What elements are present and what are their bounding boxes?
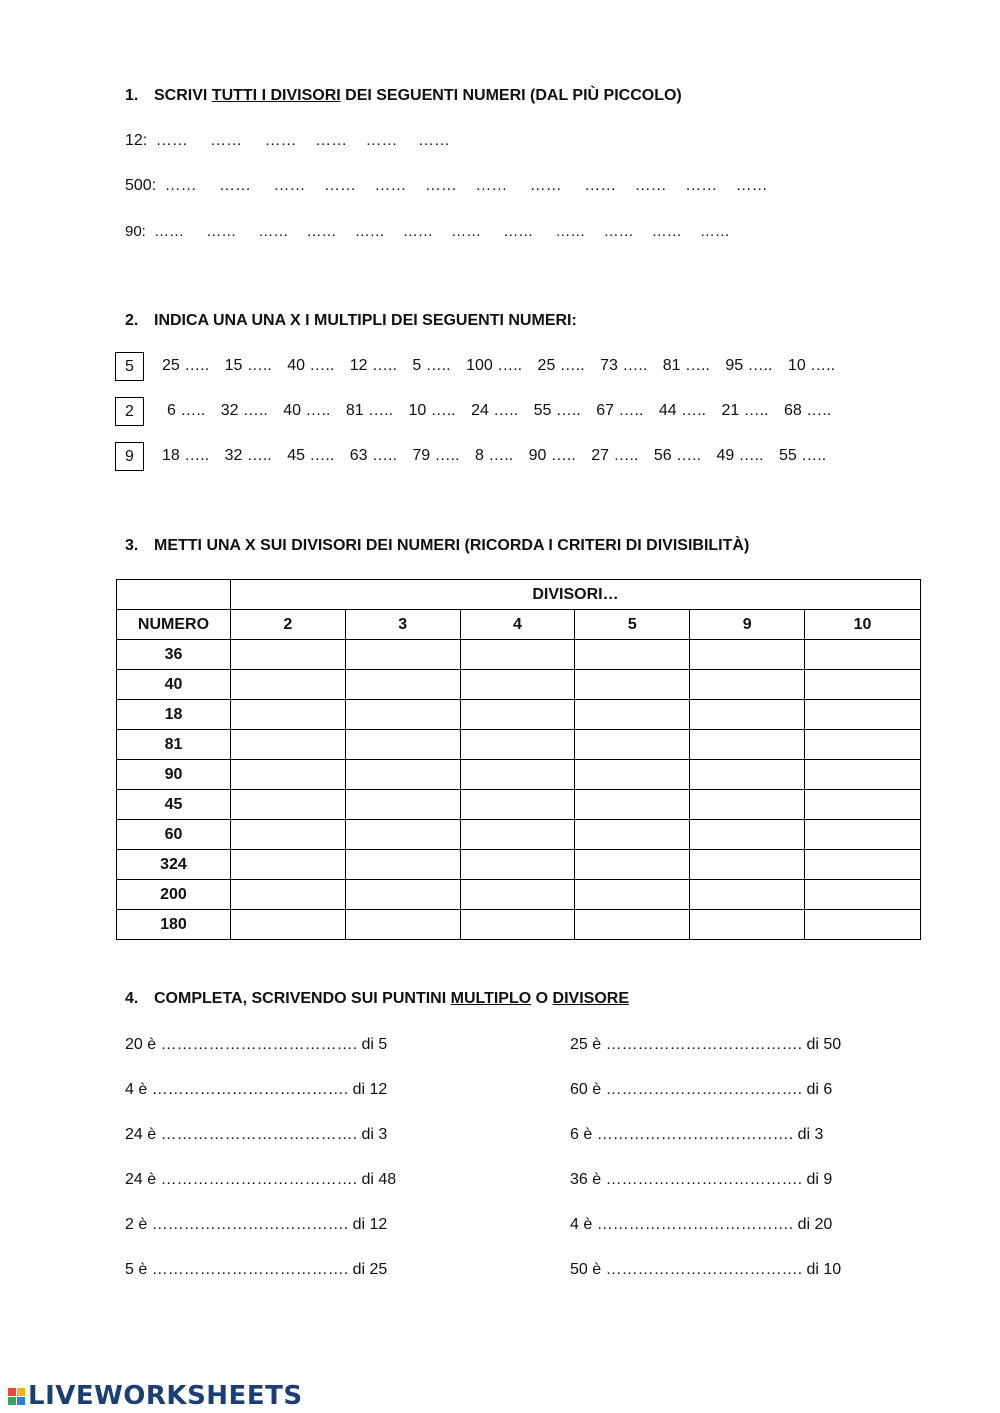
answer-cell[interactable] bbox=[805, 790, 921, 820]
complete-item[interactable]: 24 è ………………………………. di 3 bbox=[125, 1126, 388, 1143]
table-row bbox=[117, 790, 921, 820]
multiple-box-9: 9 bbox=[115, 442, 144, 471]
multiple-item[interactable]: 81 ….. bbox=[662, 357, 710, 374]
answer-cell[interactable] bbox=[575, 880, 690, 910]
blank[interactable]: …… bbox=[555, 223, 586, 240]
blank[interactable]: …… bbox=[219, 177, 252, 194]
answer-cell[interactable] bbox=[345, 760, 460, 790]
answer-cell[interactable] bbox=[690, 850, 805, 880]
blank[interactable]: …… bbox=[306, 223, 337, 240]
answer-cell[interactable] bbox=[345, 700, 460, 730]
answer-cell[interactable] bbox=[460, 640, 575, 670]
answer-cell[interactable] bbox=[805, 700, 921, 730]
complete-item[interactable]: 50 è ………………………………. di 10 bbox=[570, 1261, 842, 1278]
divisor-header: 9 bbox=[690, 610, 805, 640]
multiples-row-9 bbox=[162, 447, 826, 465]
multiple-item[interactable]: 73 ….. bbox=[600, 357, 648, 374]
complete-item[interactable]: 4 è ………………………………. di 20 bbox=[570, 1216, 833, 1233]
answer-cell[interactable] bbox=[805, 910, 921, 940]
row-label: 12: bbox=[125, 132, 148, 149]
section-1-number: 1. bbox=[125, 87, 139, 104]
divisori-header: DIVISORI… bbox=[230, 580, 920, 610]
multiple-item[interactable]: 40 ….. bbox=[283, 402, 331, 419]
answer-cell[interactable] bbox=[805, 730, 921, 760]
table-corner-cell bbox=[117, 580, 231, 610]
answer-cell[interactable] bbox=[230, 730, 345, 760]
answer-cell[interactable] bbox=[575, 700, 690, 730]
answer-cell[interactable] bbox=[230, 910, 345, 940]
complete-item[interactable]: 60 è ………………………………. di 6 bbox=[570, 1081, 833, 1098]
section-4-title-mid: O bbox=[531, 990, 553, 1007]
answer-cell[interactable] bbox=[230, 700, 345, 730]
table-subheader-row bbox=[117, 610, 921, 640]
table-row bbox=[117, 760, 921, 790]
multiple-item[interactable]: 6 ….. bbox=[167, 402, 206, 419]
row-label: 500: bbox=[125, 177, 157, 194]
answer-cell[interactable] bbox=[345, 850, 460, 880]
multiple-item[interactable]: 81 ….. bbox=[345, 402, 394, 419]
blank[interactable]: …… bbox=[603, 223, 634, 240]
multiple-item[interactable]: 10 ….. bbox=[787, 357, 836, 374]
multiple-item[interactable]: 10 ….. bbox=[408, 402, 456, 419]
section-4-heading bbox=[125, 990, 629, 1008]
section-4-title-multiplo: MULTIPLO bbox=[450, 990, 532, 1007]
multiple-item[interactable]: 21 ….. bbox=[721, 402, 769, 419]
block bbox=[17, 1397, 25, 1405]
multiple-item[interactable]: 32 ….. bbox=[224, 447, 272, 464]
multiple-item[interactable]: 40 ….. bbox=[287, 357, 335, 374]
blank[interactable]: …… bbox=[735, 177, 768, 194]
multiple-item[interactable]: 79 ….. bbox=[412, 447, 460, 464]
answer-cell[interactable] bbox=[690, 880, 805, 910]
blocks-icon bbox=[8, 1388, 25, 1405]
section-1-title-pre: SCRIVI bbox=[154, 87, 212, 104]
table-row bbox=[117, 670, 921, 700]
answer-cell[interactable] bbox=[230, 640, 345, 670]
complete-item[interactable]: 2 è ………………………………. di 12 bbox=[125, 1216, 388, 1233]
section-3-title: METTI UNA X SUI DIVISORI DEI NUMERI (RICORDA I CRITERI DI DIVISIBILITÀ) bbox=[154, 537, 750, 554]
block bbox=[8, 1388, 16, 1396]
answer-cell[interactable] bbox=[345, 790, 460, 820]
complete-item[interactable]: 25 è ………………………………. di 50 bbox=[570, 1036, 842, 1053]
table-row bbox=[117, 850, 921, 880]
multiple-item[interactable]: 55 ….. bbox=[533, 402, 581, 419]
block bbox=[17, 1388, 25, 1396]
table-row bbox=[117, 910, 921, 940]
section-2-heading bbox=[125, 312, 577, 330]
blank[interactable]: …… bbox=[685, 177, 718, 194]
divisor-header: 5 bbox=[575, 610, 690, 640]
divisors-row-500 bbox=[125, 177, 768, 195]
answer-cell[interactable] bbox=[805, 760, 921, 790]
complete-item[interactable]: 6 è ………………………………. di 3 bbox=[570, 1126, 824, 1143]
answer-cell[interactable] bbox=[460, 790, 575, 820]
logo-text: LIVEWORKSHEETS bbox=[28, 1381, 303, 1411]
multiple-item[interactable]: 68 ….. bbox=[784, 402, 832, 419]
answer-cell[interactable] bbox=[805, 640, 921, 670]
answer-cell[interactable] bbox=[230, 670, 345, 700]
answer-cell[interactable] bbox=[345, 640, 460, 670]
multiples-row-2 bbox=[167, 402, 831, 420]
table-row bbox=[117, 700, 921, 730]
blank[interactable]: …… bbox=[273, 177, 306, 194]
number-cell: 81 bbox=[117, 730, 231, 760]
answer-cell[interactable] bbox=[805, 880, 921, 910]
answer-cell[interactable] bbox=[575, 910, 690, 940]
section-2-number: 2. bbox=[125, 312, 139, 329]
complete-item[interactable]: 4 è ………………………………. di 12 bbox=[125, 1081, 388, 1098]
multiple-item[interactable]: 24 ….. bbox=[471, 402, 519, 419]
section-4-title-pre: COMPLETA, SCRIVENDO SUI PUNTINI bbox=[154, 990, 451, 1007]
answer-cell[interactable] bbox=[690, 640, 805, 670]
multiple-item[interactable]: 32 ….. bbox=[220, 402, 268, 419]
number-cell: 36 bbox=[117, 640, 231, 670]
table-row bbox=[117, 880, 921, 910]
answer-cell[interactable] bbox=[230, 850, 345, 880]
table-row bbox=[117, 820, 921, 850]
blank[interactable]: …… bbox=[206, 223, 237, 240]
number-cell: 200 bbox=[117, 880, 231, 910]
answer-cell[interactable] bbox=[575, 850, 690, 880]
liveworksheets-logo[interactable] bbox=[8, 1380, 303, 1412]
section-4-number: 4. bbox=[125, 990, 139, 1007]
blank[interactable]: …… bbox=[323, 177, 356, 194]
multiple-item[interactable]: 5 ….. bbox=[412, 357, 451, 374]
answer-cell[interactable] bbox=[230, 820, 345, 850]
answer-cell[interactable] bbox=[460, 730, 575, 760]
answer-cell[interactable] bbox=[805, 850, 921, 880]
section-1-heading bbox=[125, 87, 682, 105]
answer-cell[interactable] bbox=[575, 670, 690, 700]
multiple-item[interactable]: 25 ….. bbox=[537, 357, 585, 374]
section-2-title: INDICA UNA UNA X I MULTIPLI DEI SEGUENTI NUMERI: bbox=[154, 312, 577, 329]
answer-cell[interactable] bbox=[690, 910, 805, 940]
blank[interactable]: …… bbox=[634, 177, 667, 194]
answer-cell[interactable] bbox=[230, 880, 345, 910]
answer-cell[interactable] bbox=[460, 880, 575, 910]
multiple-item[interactable]: 63 ….. bbox=[349, 447, 397, 464]
number-cell: 90 bbox=[117, 760, 231, 790]
section-3-heading bbox=[125, 537, 749, 555]
table-header-row bbox=[117, 580, 921, 610]
answer-cell[interactable] bbox=[345, 670, 460, 700]
multiples-row-5 bbox=[162, 357, 835, 375]
section-1-title-underlined: TUTTI I DIVISORI bbox=[211, 87, 341, 104]
complete-item[interactable]: 5 è ………………………………. di 25 bbox=[125, 1261, 388, 1278]
complete-item[interactable]: 20 è ………………………………. di 5 bbox=[125, 1036, 388, 1053]
multiple-item[interactable]: 67 ….. bbox=[596, 402, 644, 419]
answer-cell[interactable] bbox=[460, 760, 575, 790]
multiple-item[interactable]: 45 ….. bbox=[287, 447, 335, 464]
blank[interactable]: …… bbox=[258, 223, 289, 240]
multiple-item[interactable]: 15 ….. bbox=[224, 357, 272, 374]
numero-header: NUMERO bbox=[117, 610, 231, 640]
blank[interactable]: …… bbox=[417, 132, 450, 149]
row-label: 90: bbox=[125, 223, 146, 240]
divisor-header: 4 bbox=[460, 610, 575, 640]
blank[interactable]: …… bbox=[164, 177, 197, 194]
multiple-item[interactable]: 8 ….. bbox=[474, 447, 514, 464]
divisor-header: 3 bbox=[345, 610, 460, 640]
blank[interactable]: …… bbox=[651, 223, 682, 240]
block bbox=[8, 1397, 16, 1405]
divisors-row-12 bbox=[125, 132, 450, 150]
answer-cell[interactable] bbox=[690, 760, 805, 790]
answer-cell[interactable] bbox=[460, 850, 575, 880]
answer-cell[interactable] bbox=[805, 820, 921, 850]
divisors-table bbox=[116, 579, 921, 940]
multiple-item[interactable]: 44 ….. bbox=[658, 402, 706, 419]
table-row bbox=[117, 640, 921, 670]
complete-item[interactable]: 24 è ………………………………. di 48 bbox=[125, 1171, 397, 1188]
blank[interactable]: …… bbox=[699, 223, 730, 240]
section-3-number: 3. bbox=[125, 537, 139, 554]
answer-cell[interactable] bbox=[575, 820, 690, 850]
answer-cell[interactable] bbox=[690, 790, 805, 820]
answer-cell[interactable] bbox=[460, 700, 575, 730]
blank[interactable]: …… bbox=[402, 223, 433, 240]
answer-cell[interactable] bbox=[690, 730, 805, 760]
number-cell: 60 bbox=[117, 820, 231, 850]
divisors-row-90 bbox=[125, 223, 730, 240]
blank[interactable]: …… bbox=[529, 177, 562, 194]
answer-cell[interactable] bbox=[460, 820, 575, 850]
answer-cell[interactable] bbox=[690, 820, 805, 850]
blank[interactable]: …… bbox=[424, 177, 457, 194]
answer-cell[interactable] bbox=[230, 790, 345, 820]
answer-cell[interactable] bbox=[345, 880, 460, 910]
blank[interactable]: …… bbox=[374, 177, 407, 194]
blank[interactable]: …… bbox=[503, 223, 534, 240]
multiple-item[interactable]: 12 ….. bbox=[349, 357, 397, 374]
blank[interactable]: …… bbox=[315, 132, 348, 149]
blank[interactable]: …… bbox=[210, 132, 243, 149]
section-1-title-post: DEI SEGUENTI NUMERI (DAL PIÙ PICCOLO) bbox=[340, 87, 682, 104]
number-cell: 45 bbox=[117, 790, 231, 820]
answer-cell[interactable] bbox=[690, 670, 805, 700]
blank[interactable]: …… bbox=[584, 177, 617, 194]
blank[interactable]: …… bbox=[155, 132, 188, 149]
answer-cell[interactable] bbox=[805, 670, 921, 700]
multiple-item[interactable]: 90 ….. bbox=[528, 447, 576, 464]
complete-item[interactable]: 36 è ………………………………. di 9 bbox=[570, 1171, 833, 1188]
answer-cell[interactable] bbox=[575, 640, 690, 670]
number-cell: 40 bbox=[117, 670, 231, 700]
blank[interactable]: …… bbox=[354, 223, 385, 240]
multiple-item[interactable]: 56 ….. bbox=[653, 447, 701, 464]
multiple-item[interactable]: 25 ….. bbox=[162, 357, 210, 374]
multiple-box-5: 5 bbox=[115, 352, 144, 381]
divisor-header: 2 bbox=[230, 610, 345, 640]
answer-cell[interactable] bbox=[690, 700, 805, 730]
blank[interactable]: …… bbox=[365, 132, 398, 149]
answer-cell[interactable] bbox=[575, 760, 690, 790]
answer-cell[interactable] bbox=[345, 820, 460, 850]
answer-cell[interactable] bbox=[230, 760, 345, 790]
multiple-item[interactable]: 55 ….. bbox=[779, 447, 827, 464]
blank[interactable]: …… bbox=[451, 223, 482, 240]
multiple-item[interactable]: 95 ….. bbox=[725, 357, 773, 374]
multiple-item[interactable]: 27 ….. bbox=[591, 447, 639, 464]
multiple-box-2: 2 bbox=[115, 397, 144, 426]
answer-cell[interactable] bbox=[460, 670, 575, 700]
table-row bbox=[117, 730, 921, 760]
multiple-item[interactable]: 18 ….. bbox=[162, 447, 210, 464]
multiple-item[interactable]: 100 ….. bbox=[466, 357, 523, 374]
answer-cell[interactable] bbox=[345, 910, 460, 940]
blank[interactable]: …… bbox=[475, 177, 508, 194]
multiple-item[interactable]: 49 ….. bbox=[716, 447, 764, 464]
answer-cell[interactable] bbox=[345, 730, 460, 760]
answer-cell[interactable] bbox=[575, 730, 690, 760]
blank[interactable]: …… bbox=[264, 132, 297, 149]
number-cell: 324 bbox=[117, 850, 231, 880]
answer-cell[interactable] bbox=[575, 790, 690, 820]
blank[interactable]: …… bbox=[154, 223, 185, 240]
divisor-header: 10 bbox=[805, 610, 921, 640]
number-cell: 18 bbox=[117, 700, 231, 730]
section-4-title-divisore: DIVISORE bbox=[552, 990, 629, 1007]
answer-cell[interactable] bbox=[460, 910, 575, 940]
number-cell: 180 bbox=[117, 910, 231, 940]
